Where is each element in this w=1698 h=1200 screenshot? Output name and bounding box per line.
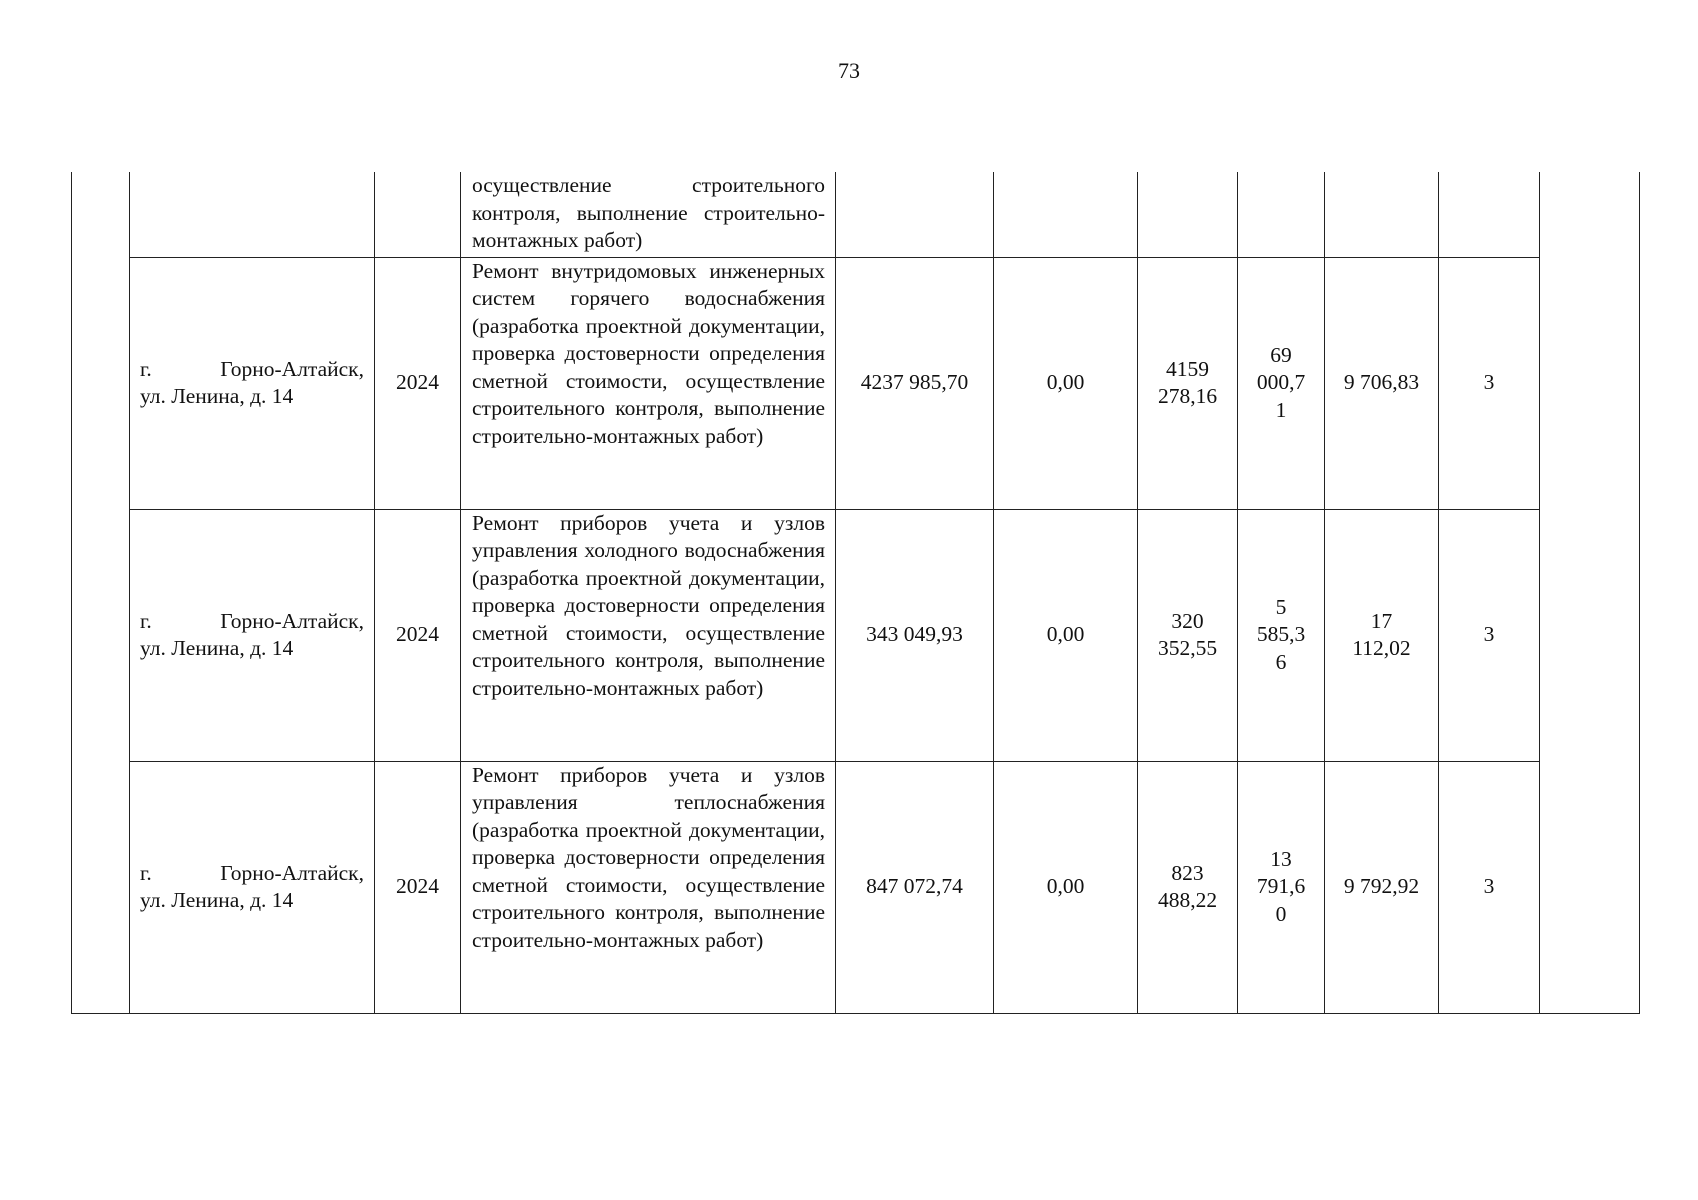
col-b-cell: 0,00	[994, 257, 1138, 509]
address-line: ул. Ленина, д. 14	[140, 888, 294, 912]
value-line: 278,16	[1157, 384, 1218, 408]
address-cell	[130, 257, 375, 509]
description-text: Ремонт внутридомовых инженерных систем горячего водоснабжения (разработка проектной документации, проверка достоверности определения сметной стоимости, осуществление строительного контроля, выполнение строительно-монтажных работ)	[472, 258, 825, 448]
value-line: 823	[1171, 860, 1204, 885]
table-row-continuation	[72, 172, 1640, 257]
address-word: Горно-Алтайск,	[220, 608, 364, 633]
value-line: 112,02	[1352, 636, 1411, 660]
description-cell	[461, 172, 836, 257]
last-cell	[1540, 172, 1640, 1013]
address-word: г.	[140, 356, 152, 381]
col-b-cell: 0,00	[994, 761, 1138, 1013]
col-d-cell	[1238, 172, 1325, 257]
total-cell: 343 049,93	[836, 509, 994, 761]
value-line: 17	[1370, 608, 1393, 633]
address-cell	[130, 761, 375, 1013]
description-text: Ремонт приборов учета и узлов управления холодного водоснабжения (разработка проектной документации, проверка достоверности определения сметной стоимости, осуществление строительного контроля, выполнение строительно-монтажных работ)	[472, 510, 825, 700]
page-number: 73	[838, 58, 860, 83]
address-word: г.	[140, 860, 152, 885]
address-word: Горно-Алтайск,	[220, 860, 364, 885]
value-line: 13	[1270, 846, 1292, 871]
col-e-cell	[1325, 257, 1439, 509]
table-row	[72, 257, 1640, 509]
year-cell: 2024	[375, 257, 461, 509]
value-line: 000,7	[1256, 370, 1306, 395]
col-e-cell	[1325, 172, 1439, 257]
value-line: 791,6	[1256, 874, 1306, 899]
col-c-cell	[1138, 172, 1238, 257]
col-e-cell	[1325, 509, 1439, 761]
value-line: 9 792,92	[1343, 874, 1420, 899]
address-cell	[130, 509, 375, 761]
col-d-cell	[1238, 257, 1325, 509]
col-d-cell	[1238, 761, 1325, 1013]
table-row	[72, 761, 1640, 1013]
col-c-cell	[1138, 509, 1238, 761]
address-line: ул. Ленина, д. 14	[140, 636, 294, 660]
total-cell	[836, 172, 994, 257]
description-cell	[461, 761, 836, 1013]
description-text: Ремонт приборов учета и узлов управления теплоснабжения (разработка проектной документации, проверка достоверности определения сметной стоимости, осуществление строительного контроля, выполнение строительно-монтажных работ)	[472, 762, 825, 952]
value-line: 9 706,83	[1343, 370, 1420, 395]
value-line: 5	[1275, 594, 1287, 619]
value-line: 6	[1275, 649, 1287, 674]
address-line: ул. Ленина, д. 14	[140, 384, 294, 408]
works-table	[71, 172, 1640, 1014]
col-e-cell	[1325, 761, 1439, 1013]
col-f-cell: 3	[1439, 509, 1540, 761]
value-line: 585,3	[1256, 622, 1306, 647]
value-line: 320	[1171, 608, 1204, 633]
address-word: Горно-Алтайск,	[220, 356, 364, 381]
year-cell: 2024	[375, 509, 461, 761]
address-cell	[130, 172, 375, 257]
col-c-cell	[1138, 257, 1238, 509]
value-line: 352,55	[1157, 636, 1218, 660]
col-b-cell: 0,00	[994, 509, 1138, 761]
col-c-cell	[1138, 761, 1238, 1013]
value-line: 488,22	[1157, 888, 1218, 912]
col-f-cell	[1439, 172, 1540, 257]
number-cell	[72, 172, 130, 1013]
col-f-cell: 3	[1439, 257, 1540, 509]
col-f-cell: 3	[1439, 761, 1540, 1013]
address-word: г.	[140, 608, 152, 633]
value-line: 0	[1275, 901, 1287, 926]
description-cell	[461, 257, 836, 509]
year-cell	[375, 172, 461, 257]
description-text: осуществление строительного контроля, выполнение строительно-монтажных работ)	[472, 173, 825, 252]
year-cell: 2024	[375, 761, 461, 1013]
col-d-cell	[1238, 509, 1325, 761]
value-line: 69	[1270, 342, 1292, 367]
total-cell: 4237 985,70	[836, 257, 994, 509]
description-cell	[461, 509, 836, 761]
table-row	[72, 509, 1640, 761]
value-line: 4159	[1166, 356, 1209, 381]
col-b-cell	[994, 172, 1138, 257]
total-cell: 847 072,74	[836, 761, 994, 1013]
value-line: 1	[1275, 397, 1287, 422]
